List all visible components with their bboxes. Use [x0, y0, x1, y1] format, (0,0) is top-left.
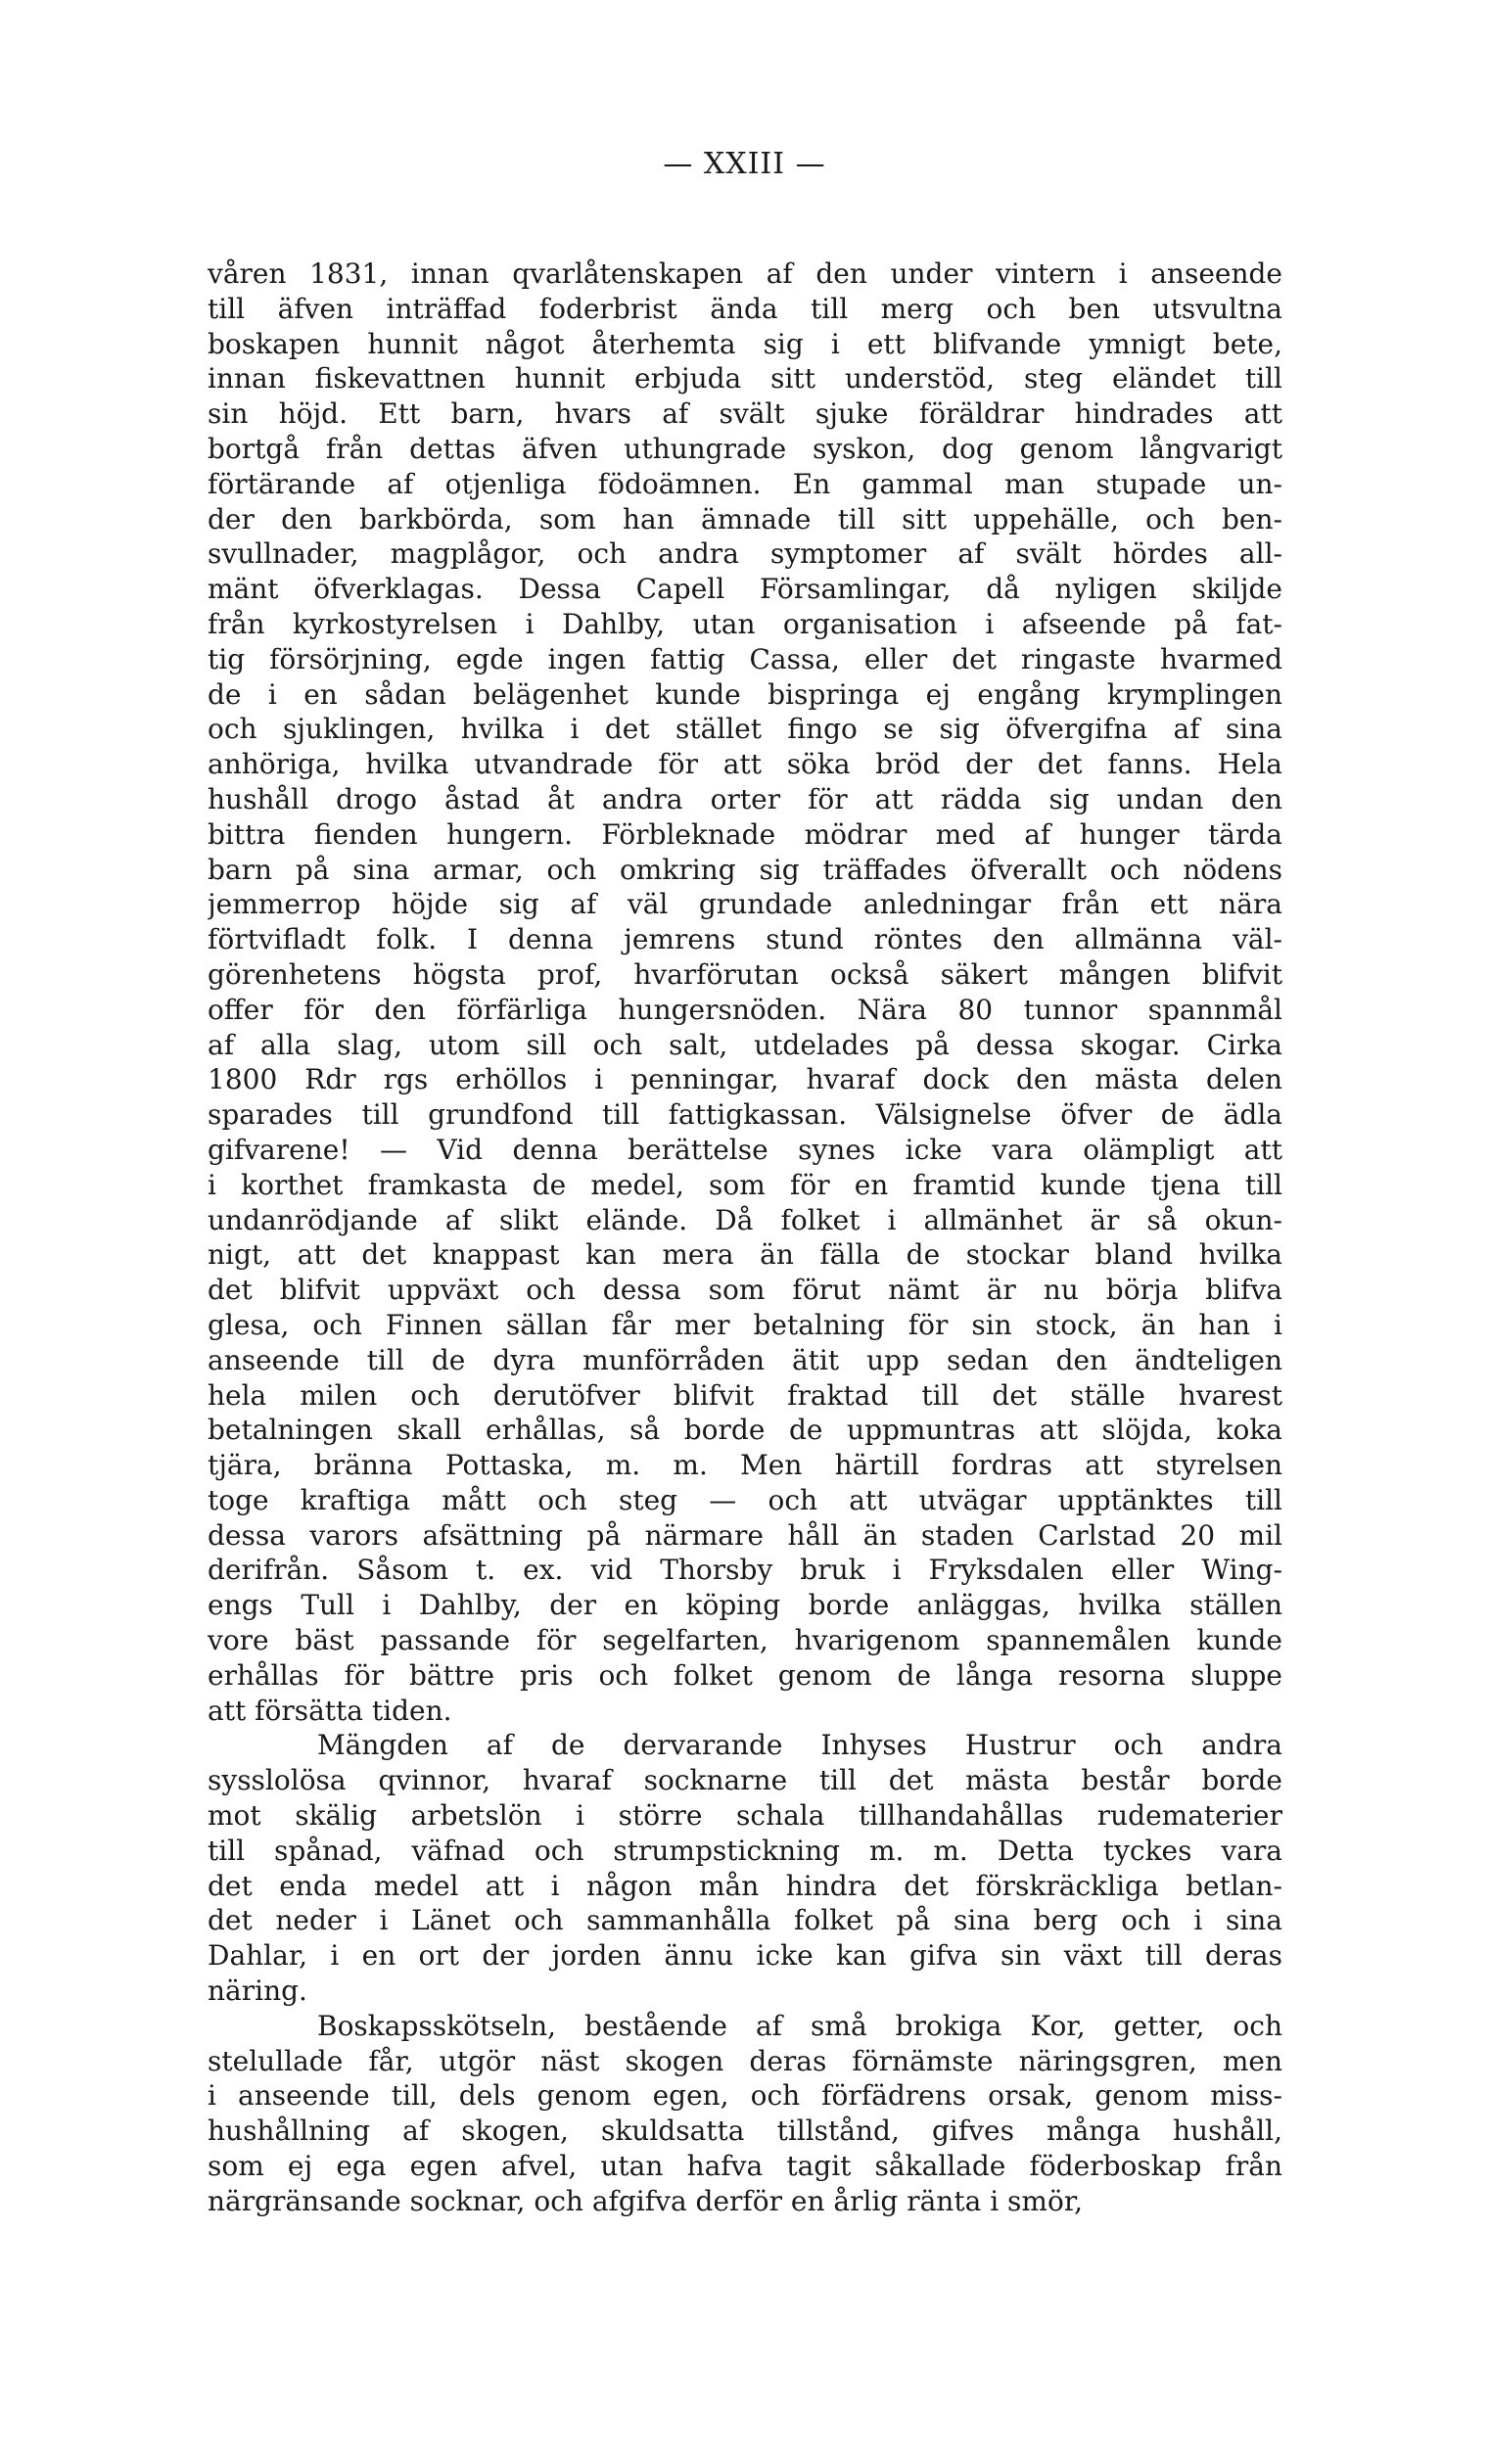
text-line: svullnader, magplågor, och andra symptomer af svält hördes all-: [208, 537, 1282, 571]
text-line: hushållning af skogen, skuldsatta tillstånd, gifves många hushåll,: [208, 2115, 1282, 2148]
text-line: det enda medel att i någon mån hindra det förskräckliga betlan-: [208, 1869, 1282, 1902]
text-line: som ej ega egen afvel, utan hafva tagit såkallade föderboskap från: [208, 2150, 1282, 2183]
text-line: toge kraftiga mått och steg — och att utvägar upptänktes till: [208, 1483, 1282, 1516]
text-line: görenhetens högsta prof, hvarförutan också säkert mången blifvit: [208, 957, 1282, 991]
text-line: våren 1831, innan qvarlåtenskapen af den under vintern i anseende: [208, 257, 1282, 290]
text-line: hushåll drogo åstad åt andra orter för att rädda sig undan den: [208, 782, 1282, 815]
text-line: mänt öfverklagas. Dessa Capell Församlingar, då nyligen skiljde: [208, 573, 1282, 606]
paragraph: [208, 1728, 1282, 2008]
text-line: af alla slag, utom sill och salt, utdelades på dessa skogar. Cirka: [208, 1028, 1282, 1061]
text-line: der den barkbörda, som han ämnade till sitt uppehälle, och ben-: [208, 502, 1282, 535]
body-text: [208, 256, 1282, 2219]
text-line: sparades till grundfond till fattigkassan. Välsignelse öfver de ädla: [208, 1098, 1282, 1132]
text-line: stelullade får, utgör näst skogen deras förnämste näringsgren, men: [208, 2044, 1282, 2077]
text-line: anseende till de dyra munförråden ätit upp sedan den ändteligen: [208, 1343, 1282, 1376]
text-line: gifvarene! — Vid denna berättelse synes icke vara olämpligt att: [208, 1133, 1282, 1166]
text-line: undanrödjande af slikt elände. Då folket i allmänhet är så okun-: [208, 1203, 1282, 1236]
text-line: förtärande af otjenliga födoämnen. En gammal man stupade un-: [208, 467, 1282, 500]
text-line: anhöriga, hvilka utvandrade för att söka bröd der det fanns. Hela: [208, 748, 1282, 781]
text-line: från kyrkostyrelsen i Dahlby, utan organisation i afseende på fat-: [208, 607, 1282, 640]
text-line: offer för den förfärliga hungersnöden. Nära 80 tunnor spannmål: [208, 993, 1282, 1026]
text-line: och sjuklingen, hvilka i det stället fingo se sig öfvergifna af sina: [208, 713, 1282, 746]
paragraph: [208, 2009, 1282, 2219]
text-line: det neder i Länet och sammanhålla folket på sina berg och i sina: [208, 1904, 1282, 1937]
text-line: förtvifladt folk. I denna jemrens stund röntes den allmänna väl-: [208, 923, 1282, 956]
text-line: näring.: [208, 1975, 307, 2008]
text-line: i anseende till, dels genom egen, och förfädrens orsak, genom miss-: [208, 2079, 1282, 2113]
text-line: erhållas för bättre pris och folket genom de långa resorna sluppe: [208, 1658, 1282, 1692]
text-line: de i en sådan belägenhet kunde bispringa ej engång krymplingen: [208, 677, 1282, 711]
text-line: till spånad, väfnad och strumpstickning m. m. Detta tyckes vara: [208, 1834, 1282, 1867]
text-line: sin höjd. Ett barn, hvars af svält sjuke föräldrar hindrades att: [208, 397, 1282, 431]
text-line: Dahlar, i en ort der jorden ännu icke kan gifva sin växt till deras: [208, 1939, 1282, 1973]
text-line: nigt, att det knappast kan mera än fälla de stockar bland hvilka: [208, 1238, 1282, 1272]
text-line: innan fiskevattnen hunnit erbjuda sitt understöd, steg eländet till: [208, 362, 1282, 395]
paragraph: [208, 256, 1282, 1728]
text-line: bittra fienden hungern. Förbleknade mödrar med af hunger tärda: [208, 817, 1282, 851]
text-line: Mängden af de dervarande Inhyses Hustrur och andra: [317, 1729, 1282, 1762]
text-line: betalningen skall erhållas, så borde de uppmuntras att slöjda, koka: [208, 1414, 1282, 1447]
text-line: dessa varors afsättning på närmare håll än staden Carlstad 20 mil: [208, 1518, 1282, 1552]
text-line: i korthet framkasta de medel, som för en framtid kunde tjena till: [208, 1168, 1282, 1201]
text-line: derifrån. Såsom t. ex. vid Thorsby bruk i Fryksdalen eller Wing-: [208, 1554, 1282, 1587]
text-line: engs Tull i Dahlby, der en köping borde anläggas, hvilka ställen: [208, 1589, 1282, 1622]
text-line: det blifvit uppväxt och dessa som förut nämt är nu börja blifva: [208, 1274, 1282, 1307]
text-line: vore bäst passande för segelfarten, hvarigenom spannemålen kunde: [208, 1624, 1282, 1657]
text-line: att försätta tiden.: [208, 1694, 452, 1727]
text-line: mot skälig arbetslön i större schala tillhandahållas rudematerier: [208, 1799, 1282, 1833]
text-line: barn på sina armar, och omkring sig träffades öfverallt och nödens: [208, 853, 1282, 886]
text-line: tig försörjning, egde ingen fattig Cassa, eller det ringaste hvarmed: [208, 642, 1282, 675]
text-line: närgränsande socknar, och afgifva derför en årlig ränta i smör,: [208, 2184, 1084, 2217]
text-line: hela milen och derutöfver blifvit fraktad till det ställe hvarest: [208, 1378, 1282, 1412]
text-line: bortgå från dettas äfven uthungrade syskon, dog genom långvarigt: [208, 432, 1282, 465]
text-line: till äfven inträffad foderbrist ända till merg och ben utsvultna: [208, 292, 1282, 325]
text-line: jemmerrop höjde sig af väl grundade anledningar från ett nära: [208, 888, 1282, 921]
text-line: sysslolösa qvinnor, hvaraf socknarne till det mästa består borde: [208, 1764, 1282, 1797]
page-header: — XXIII —: [663, 147, 826, 181]
text-line: 1800 Rdr rgs erhöllos i penningar, hvaraf dock den mästa delen: [208, 1063, 1282, 1096]
text-line: tjära, bränna Pottaska, m. m. Men härtill fordras att styrelsen: [208, 1449, 1282, 1482]
text-line: Boskapsskötseln, bestående af små brokiga Kor, getter, och: [317, 2009, 1282, 2042]
text-line: glesa, och Finnen sällan får mer betalning för sin stock, än han i: [208, 1308, 1282, 1341]
text-line: boskapen hunnit något återhemta sig i ett blifvande ymnigt bete,: [208, 327, 1282, 360]
